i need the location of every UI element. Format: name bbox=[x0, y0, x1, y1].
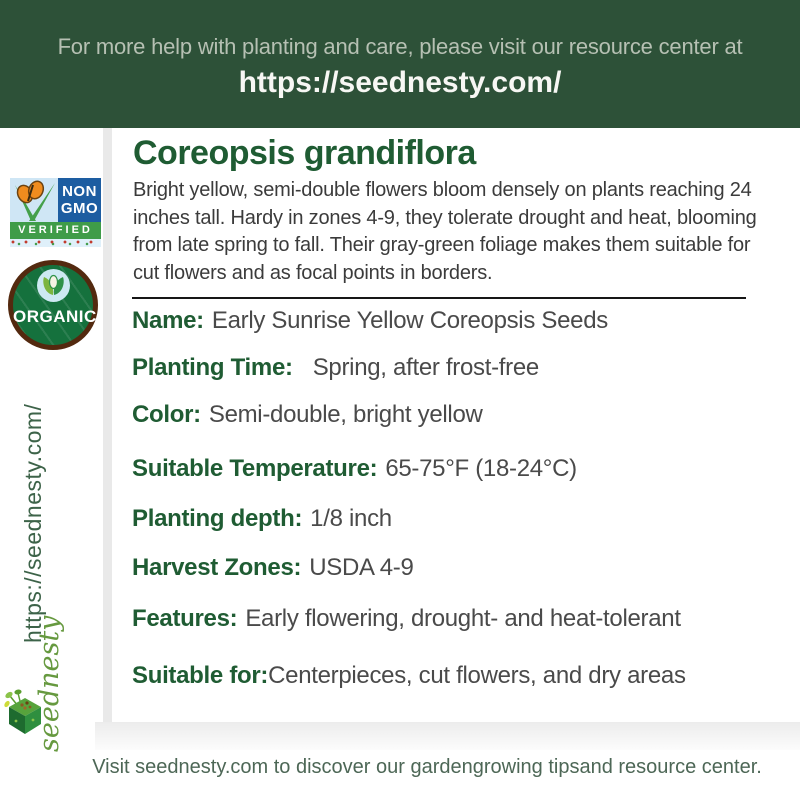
field-value: Early Sunrise Yellow Coreopsis Seeds bbox=[211, 307, 608, 334]
field-value: 65-75°F (18-24°C) bbox=[385, 455, 577, 482]
field-row-color bbox=[132, 400, 483, 430]
field-row-features bbox=[132, 604, 681, 634]
field-row-suitable-temperature bbox=[132, 454, 577, 484]
brand-script-text: seednesty bbox=[34, 615, 65, 752]
page-title: Coreopsis grandiflora bbox=[133, 134, 476, 172]
organic-badge bbox=[8, 260, 98, 350]
organic-label: ORGANIC bbox=[13, 307, 97, 326]
vertical-divider bbox=[103, 128, 112, 743]
field-label: Name: bbox=[132, 307, 204, 334]
field-label: Planting Time: bbox=[132, 354, 293, 381]
bottom-banner-text: Visit seednesty.com to discover our gardengrowing tipsand resource center. bbox=[92, 756, 762, 778]
description-line: from late spring to fall. Their gray-green foliage makes them suitable for bbox=[133, 234, 751, 256]
field-value: USDA 4-9 bbox=[309, 554, 414, 581]
sprout-icon bbox=[37, 269, 70, 302]
sprout-circle bbox=[37, 269, 70, 302]
field-label: Features: bbox=[132, 605, 238, 632]
field-row-planting-time bbox=[132, 353, 539, 383]
field-value: 1/8 inch bbox=[310, 505, 392, 532]
banner-help-text: For more help with planting and care, please visit our resource center at bbox=[57, 34, 743, 59]
verified-label: VERIFIED bbox=[10, 222, 101, 239]
section-divider-line bbox=[132, 297, 746, 299]
field-value: Early flowering, drought- and heat-tolerant bbox=[245, 605, 681, 632]
description-line: Bright yellow, semi-double flowers bloom densely on plants reaching 24 bbox=[133, 179, 752, 201]
description-line: inches tall. Hardy in zones 4-9, they tolerate drought and heat, blooming bbox=[133, 206, 757, 229]
sidebar-vertical-url: https://seednesty.com/ bbox=[20, 403, 46, 643]
banner-url-link[interactable]: https://seednesty.com/ bbox=[238, 66, 562, 99]
field-label: Color: bbox=[132, 401, 201, 428]
description-line: cut flowers and as focal points in borders. bbox=[133, 261, 493, 284]
field-label: Harvest Zones: bbox=[132, 554, 302, 581]
butterfly-icon bbox=[11, 179, 63, 221]
field-row-harvest-zones bbox=[132, 553, 414, 583]
non-gmo-word-non: NON bbox=[62, 183, 97, 200]
field-value: Centerpieces, cut flowers, and dry areas bbox=[268, 662, 686, 689]
bottom-shadow-band bbox=[95, 722, 800, 750]
field-value: Semi-double, bright yellow bbox=[208, 401, 483, 428]
field-row-suitable-for bbox=[132, 661, 686, 691]
product-description bbox=[133, 177, 757, 287]
non-gmo-verified-badge bbox=[10, 178, 101, 247]
field-row-planting-depth bbox=[132, 504, 392, 534]
field-label: Suitable Temperature: bbox=[132, 455, 378, 482]
non-gmo-word-gmo: GMO bbox=[60, 200, 99, 217]
field-label: Suitable for: bbox=[132, 662, 269, 689]
field-label: Planting depth: bbox=[132, 505, 303, 532]
field-row-name bbox=[132, 306, 608, 336]
meadow-strip bbox=[10, 239, 101, 247]
field-value: Spring, after frost-free bbox=[312, 354, 539, 381]
non-gmo-label bbox=[58, 178, 101, 222]
top-banner bbox=[0, 0, 800, 128]
